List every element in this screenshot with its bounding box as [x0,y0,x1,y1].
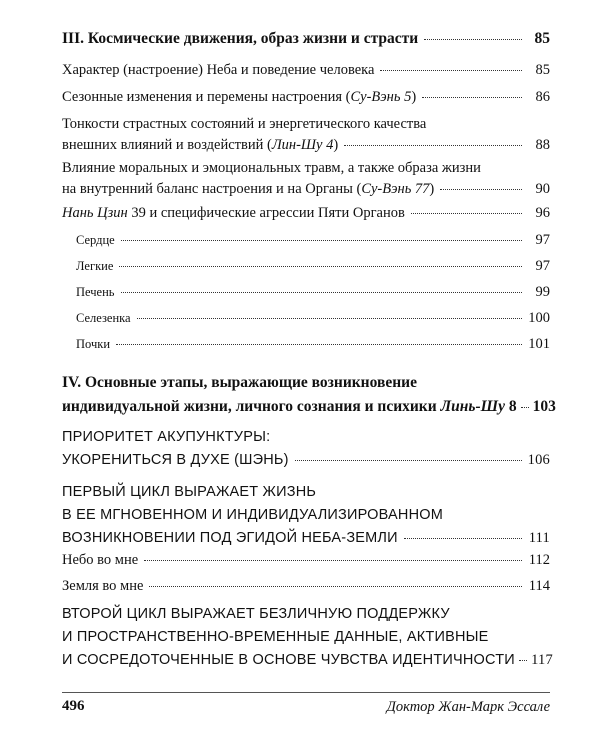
section-text: 8 [504,398,517,415]
running-footer-author: Доктор Жан-Марк Эссале [386,699,550,715]
page-ref: 85 [534,30,550,47]
organ-label: Легкие [76,259,114,273]
caps-title: ПРИОРИТЕТ АКУПУНКТУРЫ: [62,429,271,445]
page-ref: 96 [535,205,550,221]
caps-title: ПЕРВЫЙ ЦИКЛ ВЫРАЖАЕТ ЖИЗНЬ [62,484,317,500]
toc-section-4 [62,374,556,416]
leader-dots [519,660,527,661]
caps-title: И СОСРЕДОТОЧЕННЫЕ В ОСНОВЕ ЧУВСТВА ИДЕНТИЧНОСТИ [62,652,515,668]
page-ref: 117 [531,652,553,668]
page-ref: 88 [535,137,550,153]
source-ref: Лин-Шу 4 [271,137,334,153]
toc-entry [62,62,550,79]
toc-caps-heading [62,606,553,669]
page-ref: 99 [535,284,550,300]
leader-dots [144,560,522,561]
entry-text: 39 и специфические агрессии Пяти Органов [127,205,405,221]
leader-dots [344,145,522,146]
leader-dots [424,39,522,40]
leader-dots [422,97,522,98]
page-ref: 112 [528,552,550,568]
entry-text: ) [411,89,417,105]
leader-dots [116,344,522,345]
caps-title: В ЕЕ МГНОВЕННОМ И ИНДИВИДУАЛИЗИРОВАННОМ [62,507,444,523]
page-ref: 90 [535,181,550,197]
toc-sub-entry [76,258,550,275]
organ-label: Печень [76,285,115,299]
leader-dots [137,318,522,319]
toc-sub-entry [76,310,550,327]
section-title: IV. Основные этапы, выражающие возникновение [62,374,417,391]
caps-title: УКОРЕНИТЬСЯ В ДУХЕ (ШЭНЬ) [62,452,289,468]
page-ref: 111 [528,530,550,546]
toc-sub-entry [76,336,550,353]
leader-dots [149,586,522,587]
caps-title: ВОЗНИКНОВЕНИИ ПОД ЭГИДОЙ НЕБА-ЗЕМЛИ [62,530,398,546]
leader-dots [521,407,529,408]
leader-dots [380,70,522,71]
entry-title: Характер (настроение) Неба и поведение человека [62,62,375,78]
toc-entry [62,578,550,595]
entry-title: Влияние моральных и эмоциональных травм, а также образа жизни [62,160,481,176]
leader-dots [404,538,522,539]
page-ref: 97 [535,232,550,248]
entry-text: ) [429,181,435,197]
page-ref: 97 [535,258,550,274]
entry-title: Земля во мне [62,578,144,594]
page-ref: 86 [535,89,550,105]
page-number: 496 [62,698,85,714]
source-ref: Су-Вэнь 77 [361,181,430,197]
entry-text: ) [333,137,339,153]
entry-text: на внутренний баланс настроения и на Органы ( [62,181,362,197]
entry-text: Сезонные изменения и перемены настроения ( [62,89,351,105]
toc-sub-entry [76,232,550,249]
page-ref: 103 [532,398,556,415]
entry-title [62,205,405,222]
toc-entry [62,552,550,569]
caps-title: И ПРОСТРАНСТВЕННО-ВРЕМЕННЫЕ ДАННЫЕ, АКТИВНЫЕ [62,629,489,645]
entry-title [62,137,338,154]
page-ref: 85 [535,62,550,78]
page-ref: 100 [528,310,550,326]
section-text: индивидуальной жизни, личного сознания и психики [62,398,441,415]
leader-dots [411,213,522,214]
toc-caps-heading [62,429,550,469]
organ-label: Почки [76,337,111,351]
toc-sub-entry [76,284,550,301]
source-ref: Нань Цзин [62,205,128,221]
section-title: III. Космические движения, образ жизни и страсти [62,30,419,47]
entry-title [62,89,416,106]
toc-entry [62,89,550,106]
page-ref: 114 [528,578,550,594]
organ-label: Селезенка [76,311,131,325]
leader-dots [121,292,523,293]
toc-section-3 [62,30,550,48]
leader-dots [119,266,522,267]
source-ref: Су-Вэнь 5 [350,89,412,105]
page-ref: 106 [527,452,550,468]
entry-title: Тонкости страстных состояний и энергетического качества [62,116,427,132]
entry-title: Небо во мне [62,552,139,568]
organ-label: Сердце [76,233,115,247]
toc-caps-heading [62,484,550,547]
page-ref: 101 [528,336,550,352]
toc-entry [62,160,550,198]
caps-title: ВТОРОЙ ЦИКЛ ВЫРАЖАЕТ БЕЗЛИЧНУЮ ПОДДЕРЖКУ [62,606,450,622]
toc-entry [62,205,550,222]
leader-dots [121,240,522,241]
toc-entry [62,116,550,154]
leader-dots [295,460,522,461]
entry-text: внешних влияний и воздействий ( [62,137,272,153]
leader-dots [440,189,522,190]
footer-rule [62,692,550,693]
section-title [62,398,517,416]
entry-title [62,181,434,198]
source-ref: Линь-Шу [440,398,505,415]
